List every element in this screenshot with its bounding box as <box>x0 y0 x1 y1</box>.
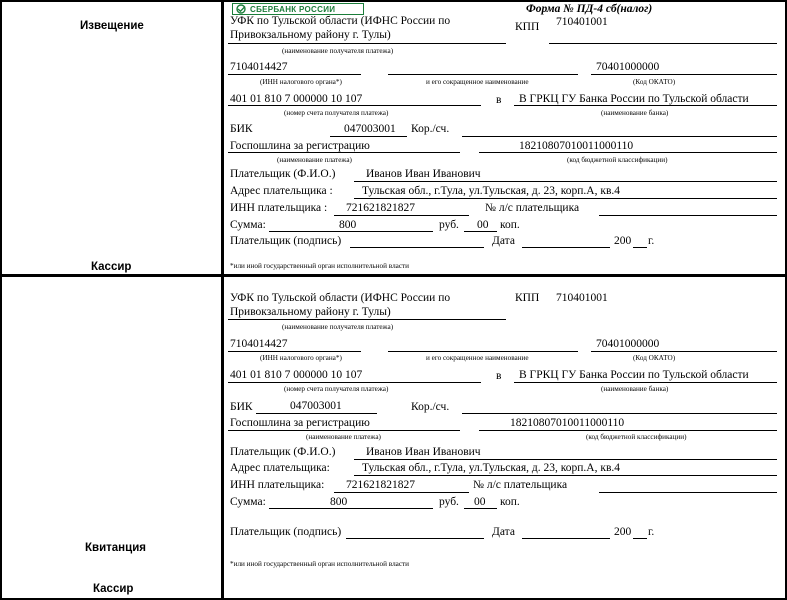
payer-fio: Иванов Иван Иванович <box>366 168 481 180</box>
payer-address-underline-b <box>354 475 777 476</box>
kpp-label-b: КПП <box>515 292 540 304</box>
sum-rub: 800 <box>339 219 357 231</box>
payer-address-underline <box>354 198 777 199</box>
year-suffix: г. <box>648 235 655 247</box>
date-underline-b <box>522 538 610 539</box>
sum-label: Сумма: <box>230 219 266 231</box>
signature-label: Плательщик (подпись) <box>230 235 342 247</box>
rub-label-b: руб. <box>439 496 459 508</box>
date-underline <box>522 247 610 248</box>
kpp-value-b: 710401001 <box>556 292 608 304</box>
payment-underline-b <box>228 430 460 431</box>
inn-value-b: 7104014427 <box>230 338 288 350</box>
section-divider <box>0 274 787 277</box>
inn-underline-b <box>228 351 361 352</box>
inn-caption-b: (ИНН налогового органа*) <box>260 354 342 362</box>
kbk-caption: (код бюджетной классификации) <box>567 156 668 164</box>
recipient-name-line2: Привокзальному району г. Тулы) <box>230 29 391 41</box>
okato-caption: (Код ОКАТО) <box>633 78 676 86</box>
payer-address-label: Адрес плательщика : <box>230 185 333 197</box>
year-prefix: 200 <box>614 235 632 247</box>
signature-label-b: Плательщик (подпись) <box>230 526 342 538</box>
year-prefix-b: 200 <box>614 526 632 538</box>
sum-rub-underline-b <box>269 508 433 509</box>
account-caption-b: (номер счета получателя платежа) <box>284 385 389 393</box>
year-suffix-b: г. <box>648 526 655 538</box>
payment-caption-b: (наименование платежа) <box>306 433 381 441</box>
corr-label: Кор./сч. <box>411 123 450 135</box>
payer-account-underline <box>599 215 777 216</box>
inn-value: 7104014427 <box>230 61 288 73</box>
sum-label-b: Сумма: <box>230 496 266 508</box>
payer-inn-label: ИНН плательщика : <box>230 202 328 214</box>
cashier-label-bottom: Кассир <box>93 583 134 595</box>
payment-caption: (наименование платежа) <box>277 156 352 164</box>
corr-underline-b <box>462 413 777 414</box>
kbk-value-b: 18210807010011000110 <box>510 417 625 429</box>
inn-underline <box>228 74 361 75</box>
in-label: в <box>496 94 502 106</box>
payer-inn-b: 721621821827 <box>346 479 415 491</box>
kpp-underline <box>549 43 777 44</box>
bik-value: 047003001 <box>344 123 396 135</box>
payer-fio-label-b: Плательщик (Ф.И.О.) <box>230 446 336 458</box>
payer-fio-underline-b <box>354 459 777 460</box>
kop-label: коп. <box>500 219 520 231</box>
payer-fio-b: Иванов Иван Иванович <box>366 446 481 458</box>
account-underline <box>228 105 481 106</box>
payer-account-underline-b <box>599 492 777 493</box>
account-underline-b <box>228 382 481 383</box>
year-underline-b <box>633 538 647 539</box>
payer-address-label-b: Адрес плательщика: <box>230 462 330 474</box>
bank-underline-b <box>514 382 777 383</box>
account-value-b: 401 01 810 7 000000 10 107 <box>230 369 363 381</box>
kop-label-b: коп. <box>500 496 520 508</box>
kbk-value: 18210807010011000110 <box>519 140 634 152</box>
kbk-underline <box>479 152 777 153</box>
date-label: Дата <box>492 235 515 247</box>
payer-fio-underline <box>354 181 777 182</box>
okato-underline <box>591 74 777 75</box>
payer-address-b: Тульская обл., г.Тула, ул.Тульская, д. 23, корп.А, кв.4 <box>362 462 621 474</box>
form-title: Форма № ПД-4 сб(налог) <box>526 3 653 15</box>
payer-account-label-b: № л/с плательщика <box>473 479 568 491</box>
bank-value-b: В ГРКЦ ГУ Банка России по Тульской области <box>519 369 749 381</box>
bank-logo-text: СБЕРБАНК РОССИИ <box>250 4 336 14</box>
recipient-underline-b <box>228 319 506 320</box>
short-name-underline <box>388 74 578 75</box>
bik-value-b: 047003001 <box>290 400 342 412</box>
short-name-caption: и его сокращенное наименование <box>426 78 529 86</box>
bank-underline <box>514 105 777 106</box>
kpp-label: КПП <box>515 21 540 33</box>
payer-inn-underline <box>334 215 469 216</box>
sum-kop-b: 00 <box>474 496 486 508</box>
bank-value: В ГРКЦ ГУ Банка России по Тульской области <box>519 93 749 105</box>
payment-name-b: Госпошлина за регистрацию <box>230 417 370 429</box>
recipient-name-line2-b: Привокзальному району г. Тулы) <box>230 306 391 318</box>
payer-fio-label: Плательщик (Ф.И.О.) <box>230 168 336 180</box>
short-name-caption-b: и его сокращенное наименование <box>426 354 529 362</box>
in-label-b: в <box>496 370 502 382</box>
corr-label-b: Кор./сч. <box>411 401 450 413</box>
bik-label-b: БИК <box>230 401 253 413</box>
sum-kop: 00 <box>477 219 489 231</box>
bik-label: БИК <box>230 123 253 135</box>
recipient-name-line1: УФК по Тульской области (ИФНС России по <box>230 15 451 27</box>
cashier-label-top: Кассир <box>91 261 132 273</box>
payer-account-label: № л/с плательщика <box>485 202 580 214</box>
signature-underline <box>350 247 484 248</box>
recipient-name-caption-b: (наименование получателя платежа) <box>282 323 394 331</box>
kbk-underline-b <box>479 430 777 431</box>
short-name-underline-b <box>388 351 578 352</box>
recipient-name-caption: (наименование получателя платежа) <box>282 47 394 55</box>
okato-value-b: 70401000000 <box>596 338 660 350</box>
sberbank-icon <box>235 4 247 14</box>
receipt-label: Квитанция <box>85 542 146 554</box>
footnote-b: *или иной государственный орган исполнительной власти <box>230 560 410 568</box>
inn-caption: (ИНН налогового органа*) <box>260 78 342 86</box>
okato-caption-b: (Код ОКАТО) <box>633 354 676 362</box>
payer-address: Тульская обл., г.Тула, ул.Тульская, д. 23, корп.А, кв.4 <box>362 185 621 197</box>
payer-inn-underline-b <box>334 492 469 493</box>
recipient-name-line1-b: УФК по Тульской области (ИФНС России по <box>230 292 451 304</box>
payer-inn: 721621821827 <box>346 202 415 214</box>
footnote: *или иной государственный орган исполнительной власти <box>230 262 410 270</box>
account-value: 401 01 810 7 000000 10 107 <box>230 93 363 105</box>
okato-underline-b <box>591 351 777 352</box>
kbk-caption-b: (код бюджетной классификации) <box>586 433 687 441</box>
date-label-b: Дата <box>492 526 515 538</box>
okato-value: 70401000000 <box>596 61 660 73</box>
kpp-value: 710401001 <box>556 16 608 28</box>
payer-inn-label-b: ИНН плательщика: <box>230 479 325 491</box>
bank-caption-b: (наименование банка) <box>601 385 669 393</box>
column-divider <box>221 0 224 600</box>
signature-underline-b <box>346 538 484 539</box>
bank-caption: (наименование банка) <box>601 109 669 117</box>
bik-underline-b <box>256 413 377 414</box>
bik-underline <box>330 136 407 137</box>
rub-label: руб. <box>439 219 459 231</box>
account-caption: (номер счета получателя платежа) <box>284 109 389 117</box>
sum-rub-b: 800 <box>330 496 348 508</box>
bank-logo <box>232 3 364 15</box>
payment-underline <box>228 152 460 153</box>
payment-name: Госпошлина за регистрацию <box>230 140 370 152</box>
corr-underline <box>462 136 777 137</box>
year-underline <box>633 247 647 248</box>
notice-label: Извещение <box>80 20 144 32</box>
recipient-underline <box>228 43 506 44</box>
